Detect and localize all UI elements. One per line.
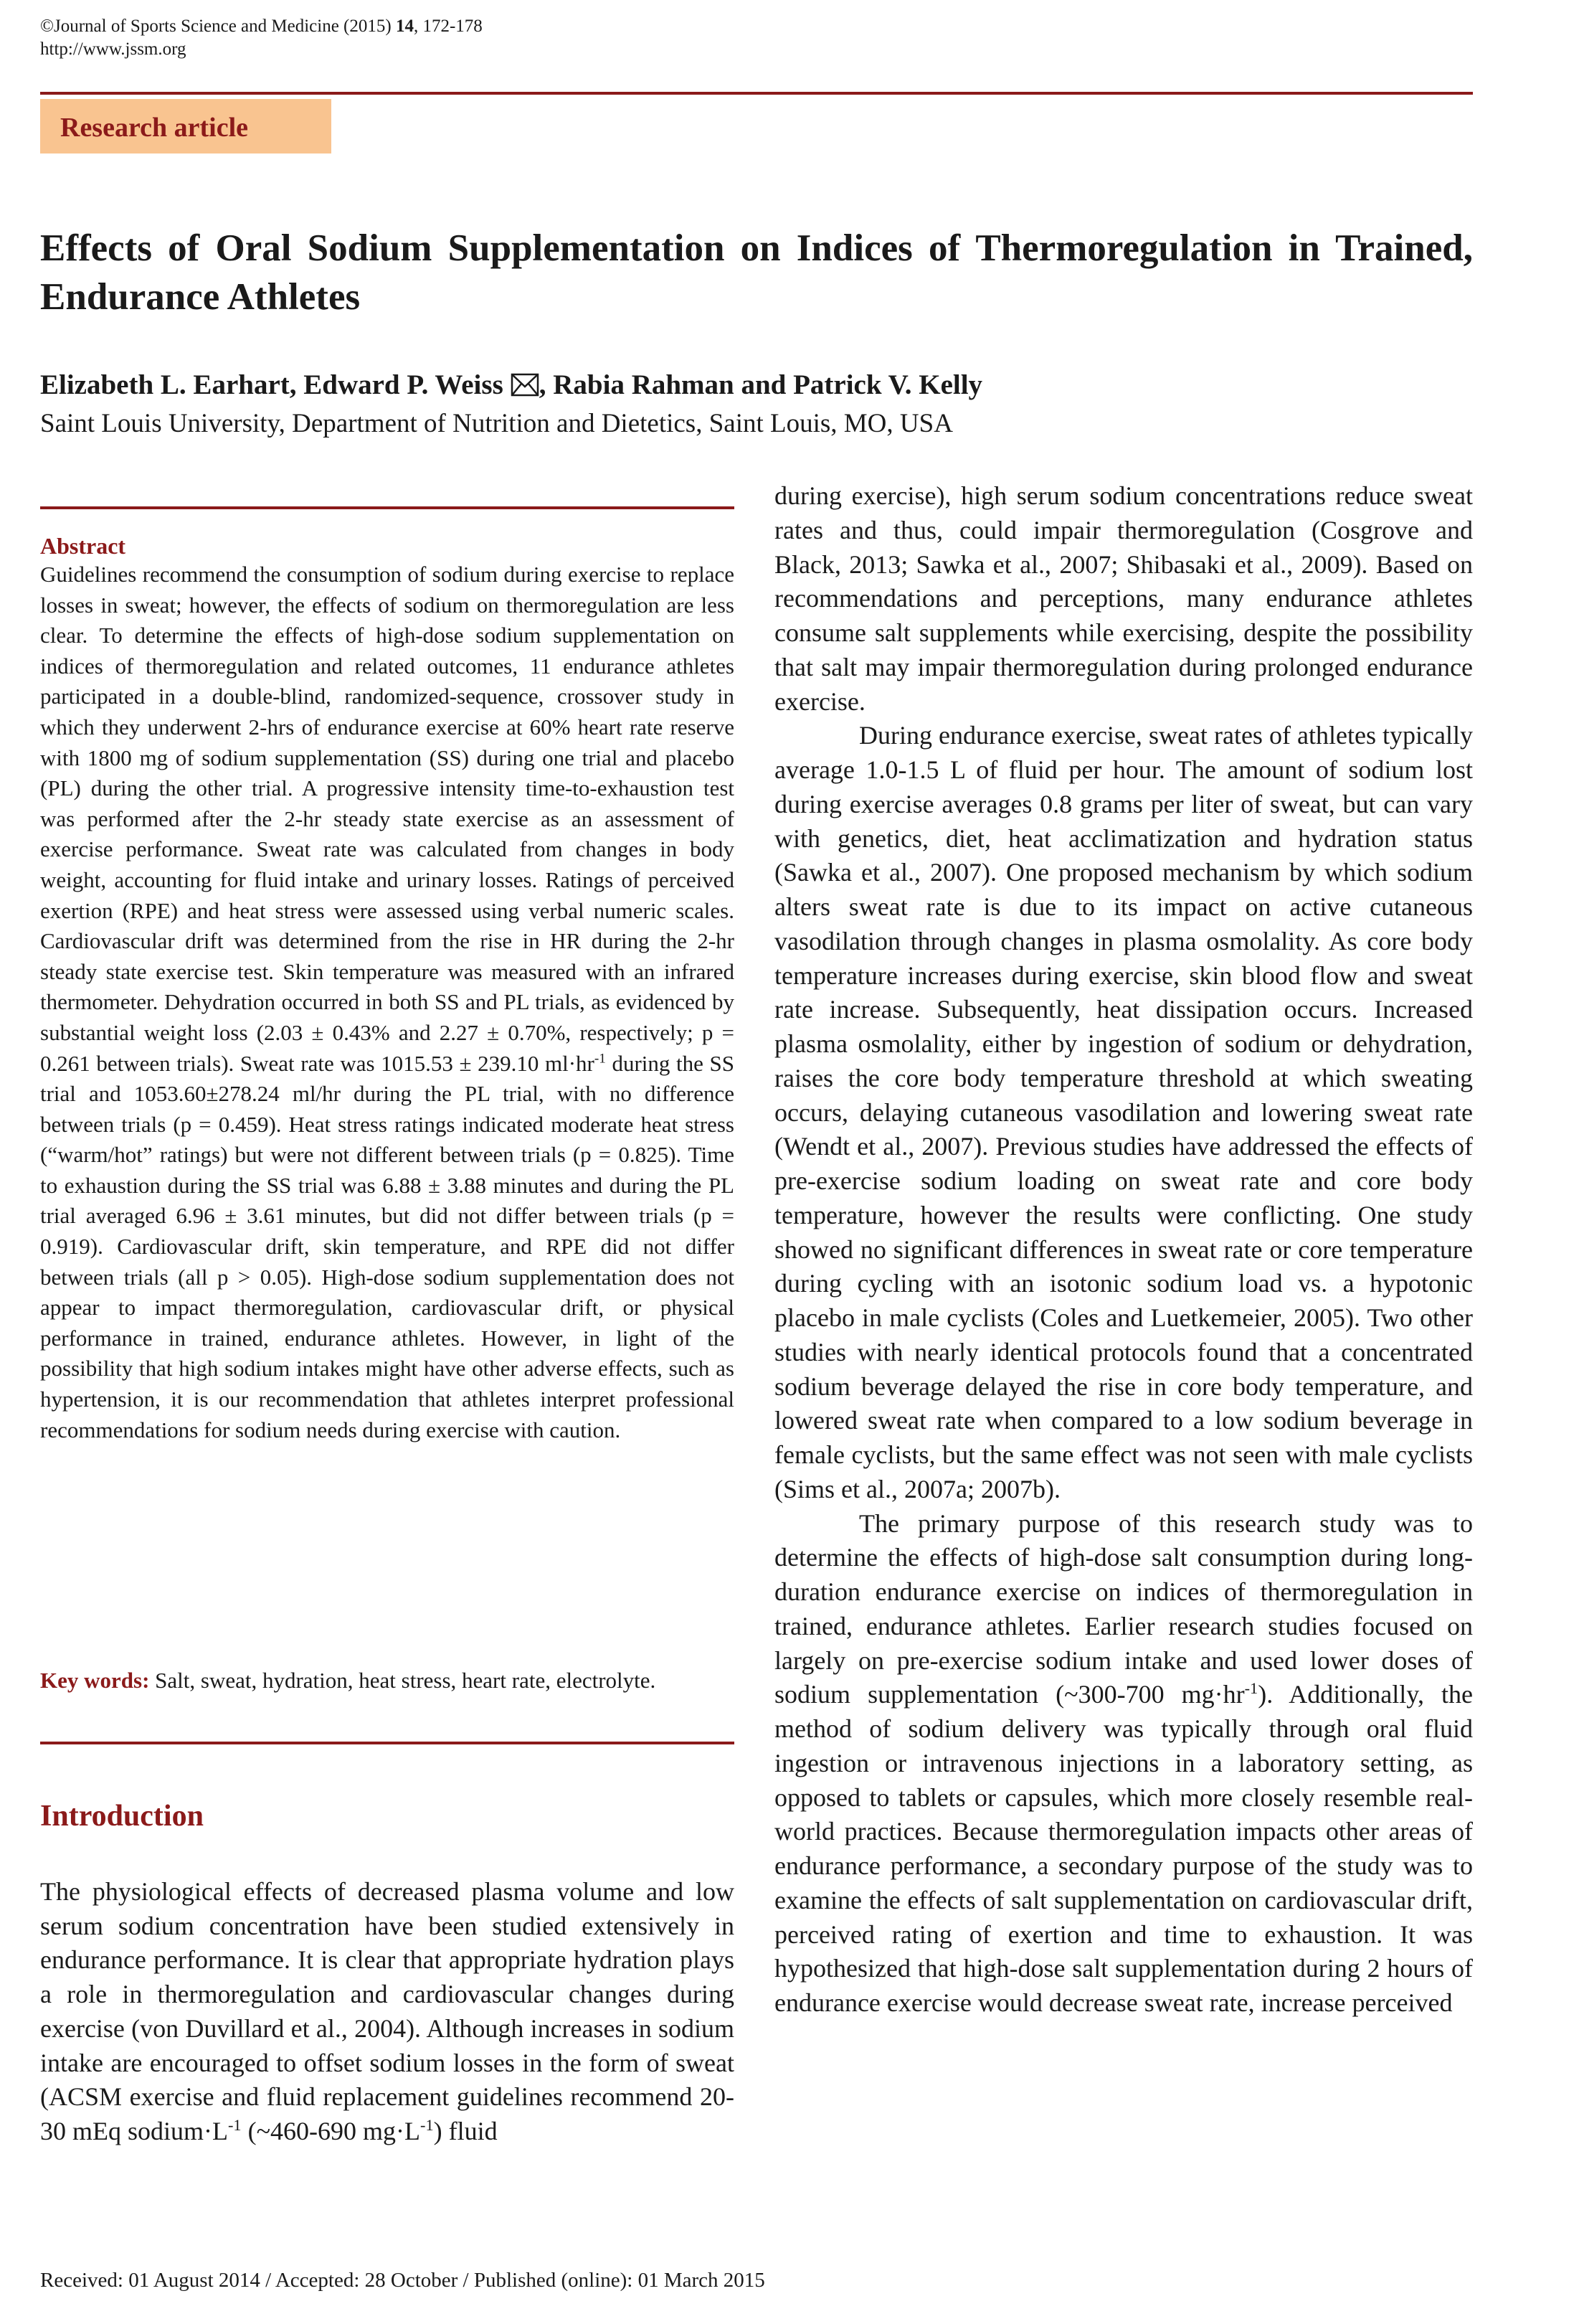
journal-pages: , 172-178 [413, 16, 483, 36]
journal-volume: 14 [395, 16, 414, 36]
abstract-divider-top [40, 506, 734, 509]
article-type-label [40, 99, 331, 153]
affiliation: Saint Louis University, Department of Nutrition and Dietetics, Saint Louis, MO, USA [40, 409, 953, 438]
intro-p3-sup: -1 [1244, 1679, 1258, 1698]
keywords-text: Salt, sweat, hydration, heat stress, heart rate, electrolyte. [149, 1668, 656, 1693]
authors-rest: , Rabia Rahman and Patrick V. Kelly [539, 369, 983, 400]
author-list [40, 367, 982, 403]
keywords [40, 1666, 734, 1696]
abstract-body [40, 559, 734, 1445]
abstract-divider-bottom [40, 1742, 734, 1744]
article-title: Effects of Oral Sodium Supplementation on Indices of Thermoregulation in Trained, Endurance Athletes [40, 227, 1473, 318]
introduction-heading: Introduction [40, 1800, 204, 1833]
intro-left-text-3: ) fluid [433, 2116, 498, 2145]
intro-p3-text-2: ). Additionally, the method of sodium delivery was typically through oral fluid ingestion or intravenous injections in a laboratory setting, as opposed to tablets or capsules, which more closely resemble real-world practices. Because thermoregulation impacts other areas of endurance performance, a secondary purpose of the study was to examine the effects of salt supplementation on cardiovascular drift, perceived rating of exertion and time to exhaustion. It was hypothesized that high-dose salt supplementation during 2 hours of endurance exercise would decrease sweat rate, increase perceived [774, 1680, 1473, 2017]
abstract-section [40, 532, 734, 1445]
introduction-paragraph-3 [774, 1507, 1473, 2021]
introduction-paragraph-1-continued: during exercise), high serum sodium concentrations reduce sweat rates and thus, could impair thermoregulation (Cosgrove and Black, 2013; Sawka et al., 2007; Shibasaki et al., 2009). Based on recommendations and perceptions, many endurance athletes consume salt supplements while exercising, despite the possibility that salt may impair thermoregulation during prolonged endurance exercise. [774, 481, 1473, 716]
introduction-paragraph-1 [40, 1875, 734, 2149]
journal-name: ©Journal of Sports Science and Medicine (2015) [40, 16, 396, 36]
keywords-label: Key words: [40, 1668, 150, 1693]
abstract-text-2: during the SS trial and 1053.60±278.24 ml/hr during the PL trial, with no difference between trials (p = 0.459). Heat stress ratings indicated moderate heat stress (“warm/hot” ratings) but were not different between trials (p = 0.825). Time to exhaustion during the SS trial was 6.88 ± 3.88 minutes and during the PL trial averaged 6.96 ± 3.61 minutes, but did not differ between trials (p = 0.919). Cardiovascular drift, skin temperature, and RPE did not differ between trials (all p > 0.05). High-dose sodium supplementation does not appear to impact thermoregulation, cardiovascular drift, or physical performance in trained, endurance athletes. However, in light of the possibility that high sodium intakes might have other adverse effects, such as hypertension, it is our recommendation that athletes interpret professional recommendations for sodium needs during exercise with caution. [40, 1050, 734, 1442]
intro-left-text-2: (~460-690 mg·L [241, 2116, 421, 2145]
abstract-heading: Abstract [40, 533, 126, 559]
received-dates: Received: 01 August 2014 / Accepted: 28 October / Published (online): 01 March 2015 [40, 2269, 765, 2292]
authors-first: Elizabeth L. Earhart, Edward P. Weiss [40, 369, 503, 400]
introduction-paragraph-2: During endurance exercise, sweat rates of athletes typically average 1.0-1.5 L of fluid per hour. The amount of sodium lost during exercise averages 0.8 grams per liter of sweat, but can vary with genetics, diet, heat acclimatization and hydration status (Sawka et al., 2007). One proposed mechanism by which sodium alters sweat rate is due to its impact on active cutaneous vasodilation through changes in plasma osmolality. As core body temperature increases during exercise, skin blood flow and sweat rate increase. Subsequently, heat dissipation occurs. Increased plasma osmolality, either by ingestion of sodium or dehydration, raises the core body temperature threshold at which sweating occurs, delaying cutaneous vasodilation and lowering sweat rate (Wendt et al., 2007). Previous studies have addressed the effects of pre-exercise sodium loading on sweat rate and core body temperature, however the results were conflicting. One study showed no significant differences in sweat rate or core temperature during cycling with an isotonic sodium load vs. a hypotonic placebo in male cyclists (Coles and Luetkemeier, 2005). Two other studies with nearly identical protocols found that a concentrated sodium beverage delayed the rise in core body temperature, and lowered sweat rate when compared to a low sodium beverage in female cyclists, but the same effect was not seen with male cyclists (Sims et al., 2007a; 2007b). [774, 721, 1473, 1503]
header-divider [40, 92, 1473, 95]
journal-citation [40, 16, 483, 37]
envelope-icon[interactable] [511, 373, 539, 397]
intro-left-sup-2: -1 [420, 2115, 434, 2134]
article-type-text: Research article [60, 113, 249, 143]
right-column [774, 479, 1473, 2021]
abstract-sup-1: -1 [594, 1051, 606, 1067]
intro-left-sup-1: -1 [227, 2115, 242, 2134]
journal-url[interactable]: http://www.jssm.org [40, 39, 186, 59]
abstract-text-1: Guidelines recommend the consumption of sodium during exercise to replace losses in sweat; however, the effects of sodium on thermoregulation are less clear. To determine the effects of high-dose sodium supplementation on indices of thermoregulation and related outcomes, 11 endurance athletes participated in a double-blind, randomized-sequence, crossover study in which they underwent 2-hrs of endurance exercise at 60% heart rate reserve with 1800 mg of sodium supplementation (SS) during one trial and placebo (PL) during the other trial. A progressive intensity time-to-exhaustion test was performed after the 2-hr steady state exercise as an assessment of exercise performance. Sweat rate was calculated from changes in body weight, accounting for fluid intake and urinary losses. Ratings of perceived exertion (RPE) and heat stress were assessed using verbal numeric scales. Cardiovascular drift was determined from the rise in HR during the 2-hr steady state exercise test. Skin temperature was measured with an infrared thermometer. Dehydration occurred in both SS and PL trials, as evidenced by substantial weight loss (2.03 ± 0.43% and 2.27 ± 0.70%, respectively; p = 0.261 between trials). Sweat rate was 1015.53 ± 239.10 ml·hr [40, 562, 734, 1076]
intro-p3-text-1: The primary purpose of this research study was to determine the effects of high-dose salt consumption during long-duration endurance exercise on indices of thermoregulation in trained, endurance athletes. Earlier research studies focused on largely on pre-exercise sodium intake and used lower doses of sodium supplementation (~300-700 mg·hr [774, 1508, 1473, 1709]
intro-left-text-1: The physiological effects of decreased plasma volume and low serum sodium concentration have been studied extensively in endurance performance. It is clear that appropriate hydration plays a role in thermoregulation and cardiovascular changes during exercise (von Duvillard et al., 2004). Although increases in sodium intake are encouraged to offset sodium losses in the form of sweat (ACSM exercise and fluid replacement guidelines recommend 20-30 mEq sodium·L [40, 1877, 734, 2145]
